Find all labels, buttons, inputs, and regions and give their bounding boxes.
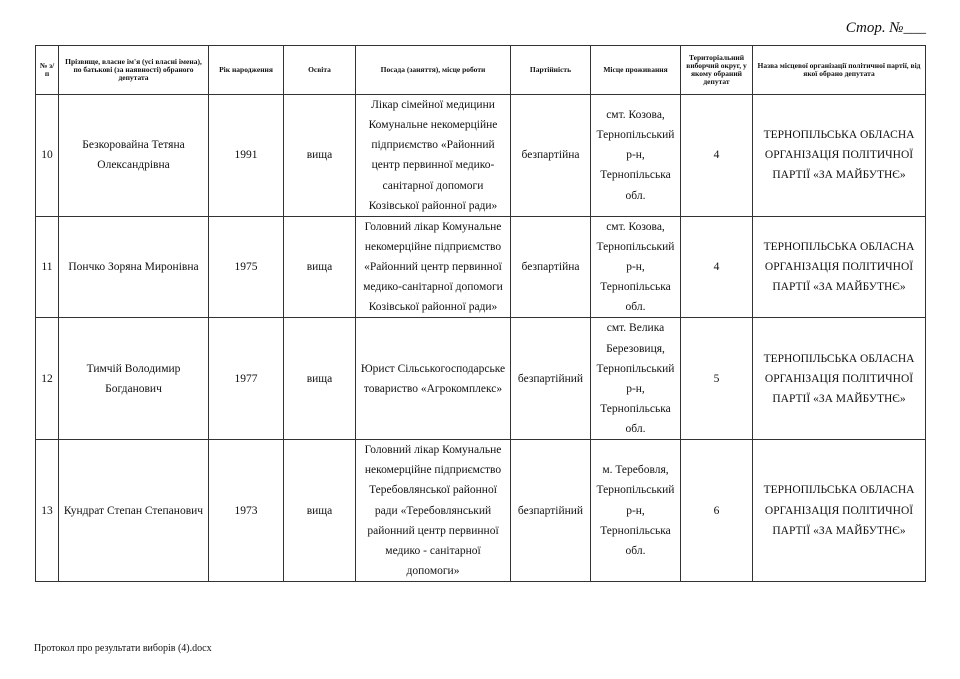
footer-filename: Протокол про результати виборів (4).docx <box>34 643 212 654</box>
cell-organization: ТЕРНОПІЛЬСЬКА ОБЛАСНА ОРГАНІЗАЦІЯ ПОЛІТИЧНОЇ ПАРТІЇ «ЗА МАЙБУТНЄ» <box>753 95 926 217</box>
table-header-row <box>36 46 926 95</box>
cell-name: Безкоровайна Тетяна Олександрівна <box>59 95 209 217</box>
header-name: Прізвище, власне ім'я (усі власні імена), по батькові (за наявності) обраного депутата <box>59 46 209 95</box>
cell-number: 13 <box>36 440 59 582</box>
cell-position: Головний лікар Комунальне некомерційне підприємство Теребовлянської районної ради «Теребовлянський районний центр первинної медико - санітарної допомоги» <box>356 440 511 582</box>
table-row <box>36 95 926 217</box>
cell-organization: ТЕРНОПІЛЬСЬКА ОБЛАСНА ОРГАНІЗАЦІЯ ПОЛІТИЧНОЇ ПАРТІЇ «ЗА МАЙБУТНЄ» <box>753 216 926 318</box>
cell-residence: смт. Козова, Тернопільський р-н, Тернопільська обл. <box>591 216 681 318</box>
cell-number: 10 <box>36 95 59 217</box>
cell-position: Юрист Сільськогосподарське товариство «Агрокомплекс» <box>356 318 511 440</box>
header-year: Рік народження <box>209 46 284 95</box>
cell-education: вища <box>284 95 356 217</box>
cell-name: Кундрат Степан Степанович <box>59 440 209 582</box>
table-row <box>36 318 926 440</box>
cell-year: 1977 <box>209 318 284 440</box>
cell-residence: м. Теребовля, Тернопільський р-н, Тернопільська обл. <box>591 440 681 582</box>
cell-party: безпартійна <box>511 95 591 217</box>
header-position: Посада (заняття), місце роботи <box>356 46 511 95</box>
table-row <box>36 216 926 318</box>
cell-district: 4 <box>681 95 753 217</box>
cell-residence: смт. Велика Березовиця, Тернопільський р-н, Тернопільська обл. <box>591 318 681 440</box>
cell-education: вища <box>284 216 356 318</box>
cell-name: Пончко Зоряна Миронівна <box>59 216 209 318</box>
cell-position: Лікар сімейної медицини Комунальне некомерційне підприємство «Районний центр первинної медико-санітарної допомоги Козівської районної ради» <box>356 95 511 217</box>
header-residence: Місце проживання <box>591 46 681 95</box>
cell-year: 1975 <box>209 216 284 318</box>
cell-district: 4 <box>681 216 753 318</box>
header-number: № з/п <box>36 46 59 95</box>
cell-year: 1973 <box>209 440 284 582</box>
cell-number: 11 <box>36 216 59 318</box>
cell-party: безпартійний <box>511 318 591 440</box>
table-row <box>36 440 926 582</box>
cell-position: Головний лікар Комунальне некомерційне підприємство «Районний центр первинної медико-санітарної допомоги Козівської районної ради» <box>356 216 511 318</box>
cell-party: безпартійна <box>511 216 591 318</box>
header-organization: Назва місцевої організації політичної партії, від якої обрано депутата <box>753 46 926 95</box>
cell-district: 5 <box>681 318 753 440</box>
cell-district: 6 <box>681 440 753 582</box>
cell-organization: ТЕРНОПІЛЬСЬКА ОБЛАСНА ОРГАНІЗАЦІЯ ПОЛІТИЧНОЇ ПАРТІЇ «ЗА МАЙБУТНЄ» <box>753 440 926 582</box>
cell-education: вища <box>284 440 356 582</box>
page-number-label: Стор. №___ <box>845 20 926 36</box>
cell-party: безпартійний <box>511 440 591 582</box>
cell-name: Тимчій Володимир Богданович <box>59 318 209 440</box>
header-party: Партійність <box>511 46 591 95</box>
cell-organization: ТЕРНОПІЛЬСЬКА ОБЛАСНА ОРГАНІЗАЦІЯ ПОЛІТИЧНОЇ ПАРТІЇ «ЗА МАЙБУТНЄ» <box>753 318 926 440</box>
header-district: Територіальний виборчий округ, у якому обраний депутат <box>681 46 753 95</box>
cell-year: 1991 <box>209 95 284 217</box>
cell-residence: смт. Козова, Тернопільський р-н, Тернопільська обл. <box>591 95 681 217</box>
results-table <box>35 45 926 582</box>
header-education: Освіта <box>284 46 356 95</box>
cell-number: 12 <box>36 318 59 440</box>
cell-education: вища <box>284 318 356 440</box>
